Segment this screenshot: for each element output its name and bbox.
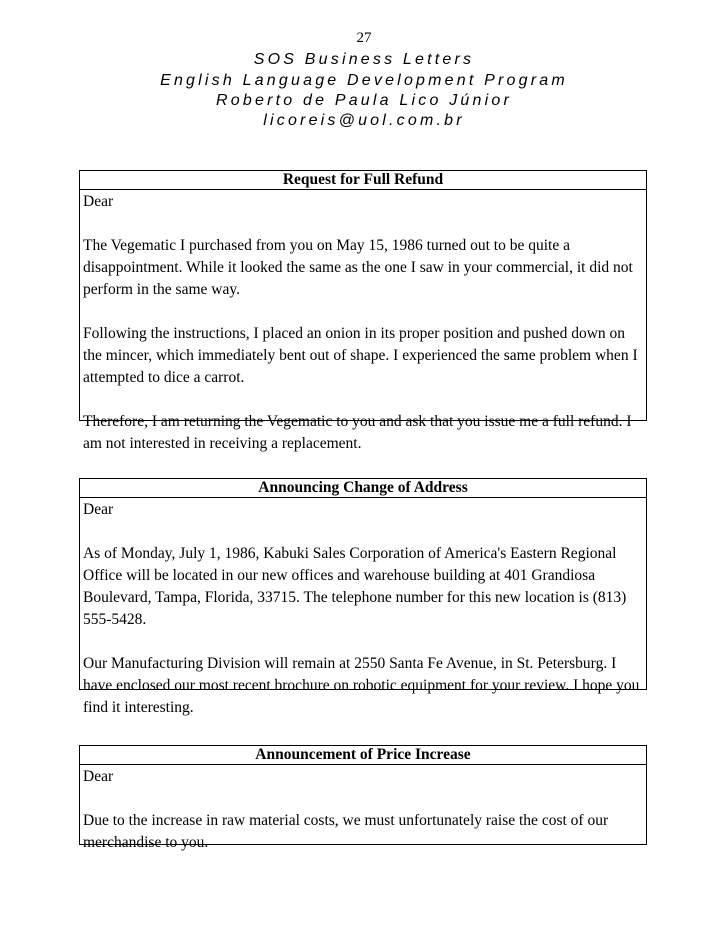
letter-title: Announcement of Price Increase	[80, 746, 646, 765]
header-title: SOS Business Letters	[253, 51, 475, 68]
letter-paragraph: Therefore, I am returning the Vegematic to you and ask that you issue me a full refund. I am not interested in receiving a replacement.	[83, 413, 632, 452]
letter-salutation: Dear	[83, 768, 114, 785]
header-program: English Language Development Program	[160, 72, 568, 89]
letter-box-price-increase	[79, 745, 647, 851]
letter-title: Announcing Change of Address	[80, 479, 646, 498]
letter-title: Request for Full Refund	[80, 171, 646, 190]
letter-paragraph: The Vegematic I purchased from you on May 15, 1986 turned out to be quite a disappointment. While it looked the same as the one I saw in your commercial, it did not perform in the same way.	[83, 237, 633, 298]
letter-box-refund	[79, 170, 647, 452]
header-email: licoreis@uol.com.br	[263, 112, 465, 129]
letter-paragraph: Following the instructions, I placed an onion in its proper position and pushed down on the mincer, which immediately bent out of shape. I experienced the same problem when I attempted to dice a carrot.	[83, 325, 638, 386]
letter-box-address-change	[79, 478, 647, 716]
letter-salutation: Dear	[83, 501, 114, 518]
letter-paragraph: Our Manufacturing Division will remain at 2550 Santa Fe Avenue, in St. Petersburg. I have enclosed our most recent brochure on robotic equipment for your review. I hope you find it interesting.	[83, 655, 640, 716]
header-author: Roberto de Paula Lico Júnior	[216, 92, 512, 109]
letter-salutation: Dear	[83, 193, 114, 210]
page-number: 27	[356, 30, 372, 46]
letter-paragraph: Due to the increase in raw material costs, we must unfortunately raise the cost of our merchandise to you.	[83, 812, 609, 851]
letter-paragraph: As of Monday, July 1, 1986, Kabuki Sales Corporation of America's Eastern Regional Office will be located in our new offices and warehouse building at 401 Grandiosa Boulevard, Tampa, Florida, 33715. The telephone number for this new location is (813) 555-5428.	[83, 545, 627, 628]
